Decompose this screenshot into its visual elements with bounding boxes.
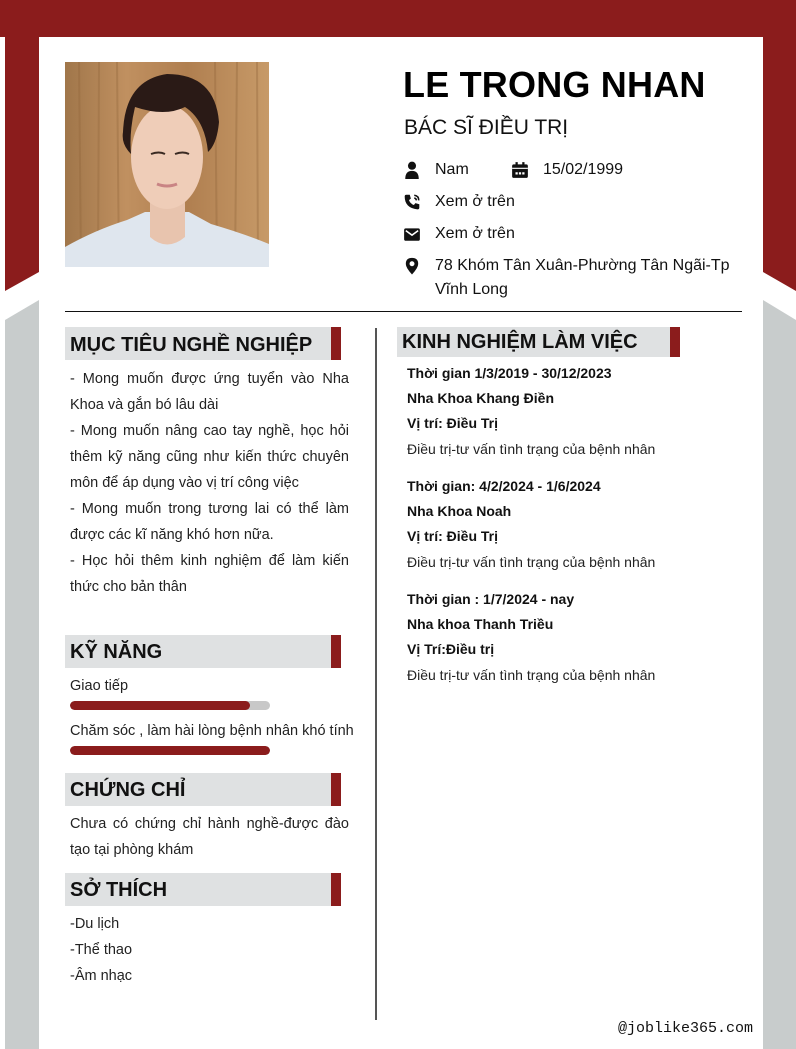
skill-bar — [70, 701, 270, 710]
experience-period: Thời gian: 4/2/2024 - 1/6/2024 — [407, 478, 601, 494]
experience-position: Vị trí: Điều Trị — [407, 528, 499, 544]
heading-accent-bar — [331, 635, 341, 668]
address-line-2: Vĩnh Long — [435, 281, 508, 298]
hobby-item: -Âm nhạc — [70, 968, 133, 984]
portrait-image — [65, 62, 269, 267]
experience-company: Nha khoa Thanh Triều — [407, 616, 554, 632]
gray-band-right — [763, 300, 796, 1049]
objective-line: - Mong muốn được ứng tuyển vào Nha Khoa và gắn bó lâu dài — [70, 371, 349, 413]
address-line-1: 78 Khóm Tân Xuân-Phường Tân Ngãi-Tp — [435, 257, 730, 274]
header-divider — [65, 311, 742, 312]
watermark-text: @joblike365.com — [618, 1020, 754, 1037]
column-divider — [375, 328, 377, 1020]
envelope-icon — [403, 225, 421, 243]
experience-position: Vị trí: Điều Trị — [407, 415, 499, 431]
certificates-heading — [65, 773, 341, 806]
phone-value: Xem ở trên — [435, 193, 515, 210]
experience-item — [407, 361, 655, 462]
experience-item — [407, 474, 655, 575]
gender-value: Nam — [435, 161, 469, 178]
objective-line: - Học hỏi thêm kinh nghiệm để làm kiến thức cho bản thân — [70, 553, 349, 595]
experience-period: Thời gian 1/3/2019 - 30/12/2023 — [407, 365, 612, 381]
address-row — [403, 254, 730, 302]
skill-bar — [70, 746, 270, 755]
hobbies-heading-text: SỞ THÍCH — [70, 879, 168, 901]
candidate-name: LE TRONG NHAN — [403, 64, 706, 105]
heading-accent-bar — [331, 327, 341, 360]
objective-heading — [65, 327, 341, 360]
experience-description: Điều trị-tư vấn tình trạng của bệnh nhân — [407, 441, 656, 457]
hobby-item: -Thể thao — [70, 942, 133, 958]
skill-label: Chăm sóc , làm hài lòng bệnh nhân khó tính — [70, 723, 354, 739]
email-row — [403, 222, 515, 246]
heading-accent-bar — [331, 873, 341, 906]
experience-heading-text: KINH NGHIỆM LÀM VIỆC — [402, 331, 638, 353]
phone-row — [403, 190, 515, 214]
objective-heading-text: MỤC TIÊU NGHỀ NGHIỆP — [70, 334, 313, 356]
experience-company: Nha Khoa Khang Điền — [407, 390, 555, 406]
skills-heading-text: KỸ NĂNG — [70, 641, 163, 663]
experience-item — [407, 587, 655, 688]
experience-position: Vị Trí:Điều trị — [407, 641, 495, 657]
experience-company: Nha Khoa Noah — [407, 503, 512, 519]
skill-bar-fill — [70, 701, 250, 710]
person-icon — [403, 161, 421, 179]
heading-accent-bar — [670, 327, 680, 357]
skill-label: Giao tiếp — [70, 678, 129, 694]
objective-text — [70, 366, 349, 600]
skill-bar-fill — [70, 746, 270, 755]
profile-photo — [65, 62, 269, 267]
address-value — [435, 254, 730, 302]
experience-heading — [397, 327, 680, 357]
hobby-item: -Du lịch — [70, 916, 120, 932]
heading-accent-bar — [331, 773, 341, 806]
gray-band-left — [5, 300, 39, 1049]
job-title: BÁC SĨ ĐIỀU TRỊ — [404, 116, 569, 139]
birthdate-value: 15/02/1999 — [543, 161, 624, 178]
gender-row — [403, 158, 623, 182]
experience-period: Thời gian : 1/7/2024 - nay — [407, 591, 575, 607]
experience-description: Điều trị-tư vấn tình trạng của bệnh nhân — [407, 554, 656, 570]
certificates-heading-text: CHỨNG CHỈ — [70, 779, 186, 801]
experience-description: Điều trị-tư vấn tình trạng của bệnh nhân — [407, 667, 656, 683]
certificates-text: Chưa có chứng chỉ hành nghề-được đào tạo tại phòng khám — [70, 816, 349, 858]
objective-line: - Mong muốn trong tương lai có thể làm được các kĩ năng khó hơn nữa. — [70, 501, 349, 543]
objective-line: - Mong muốn nâng cao tay nghề, học hỏi thêm kỹ năng cũng như kiến thức chuyên môn để áp dụng vào vị trí công việc — [70, 423, 349, 491]
red-top-band — [0, 0, 796, 37]
calendar-icon — [511, 161, 529, 179]
phone-icon — [403, 193, 421, 211]
hobbies-heading — [65, 873, 341, 906]
skills-heading — [65, 635, 341, 668]
location-pin-icon — [403, 257, 421, 275]
email-value: Xem ở trên — [435, 225, 515, 242]
